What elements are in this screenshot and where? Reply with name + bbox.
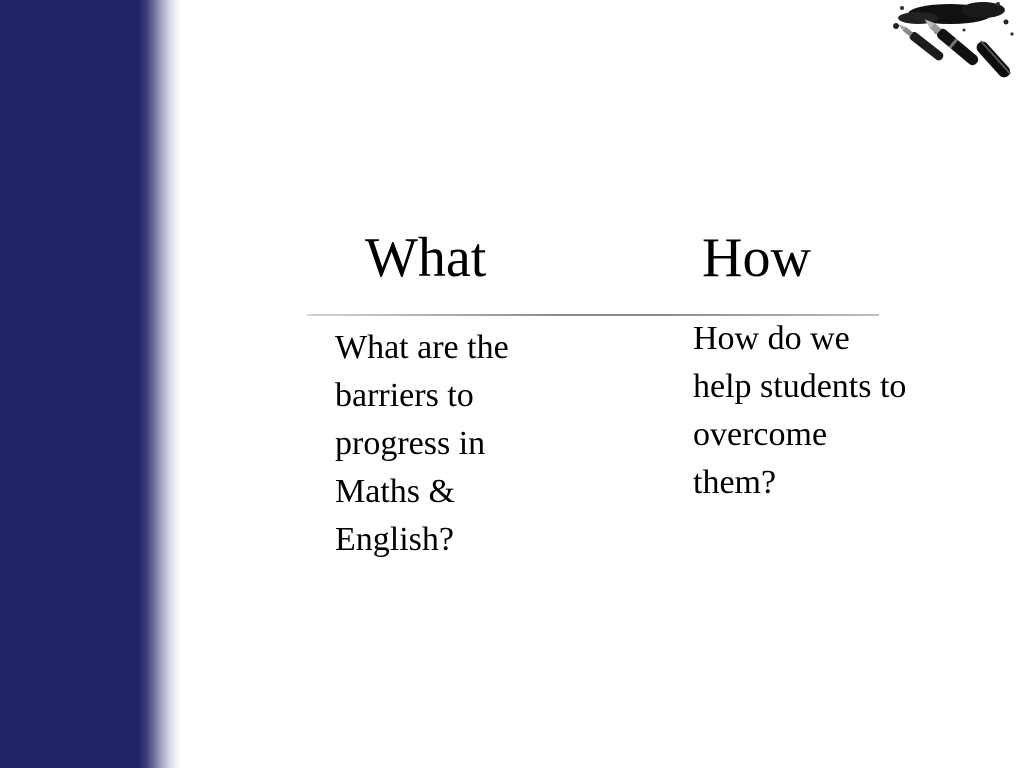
how-question-line: overcome	[693, 416, 828, 453]
what-question-line: progress in	[335, 425, 486, 462]
fountain-pens-ink-splash-icon	[888, 0, 1018, 92]
how-heading: How	[702, 227, 811, 289]
how-question-line: them?	[693, 464, 777, 501]
what-question-line: barriers to	[335, 377, 474, 414]
what-question-line: What are the	[335, 329, 509, 366]
what-heading: What	[365, 227, 487, 289]
what-question-line: Maths &	[335, 473, 455, 510]
side-color-band	[0, 0, 180, 768]
how-question-line: help students to	[693, 368, 907, 405]
how-question	[693, 315, 963, 507]
what-question	[335, 324, 575, 564]
what-question-line: English?	[335, 521, 454, 558]
how-question-line: How do we	[693, 320, 850, 357]
